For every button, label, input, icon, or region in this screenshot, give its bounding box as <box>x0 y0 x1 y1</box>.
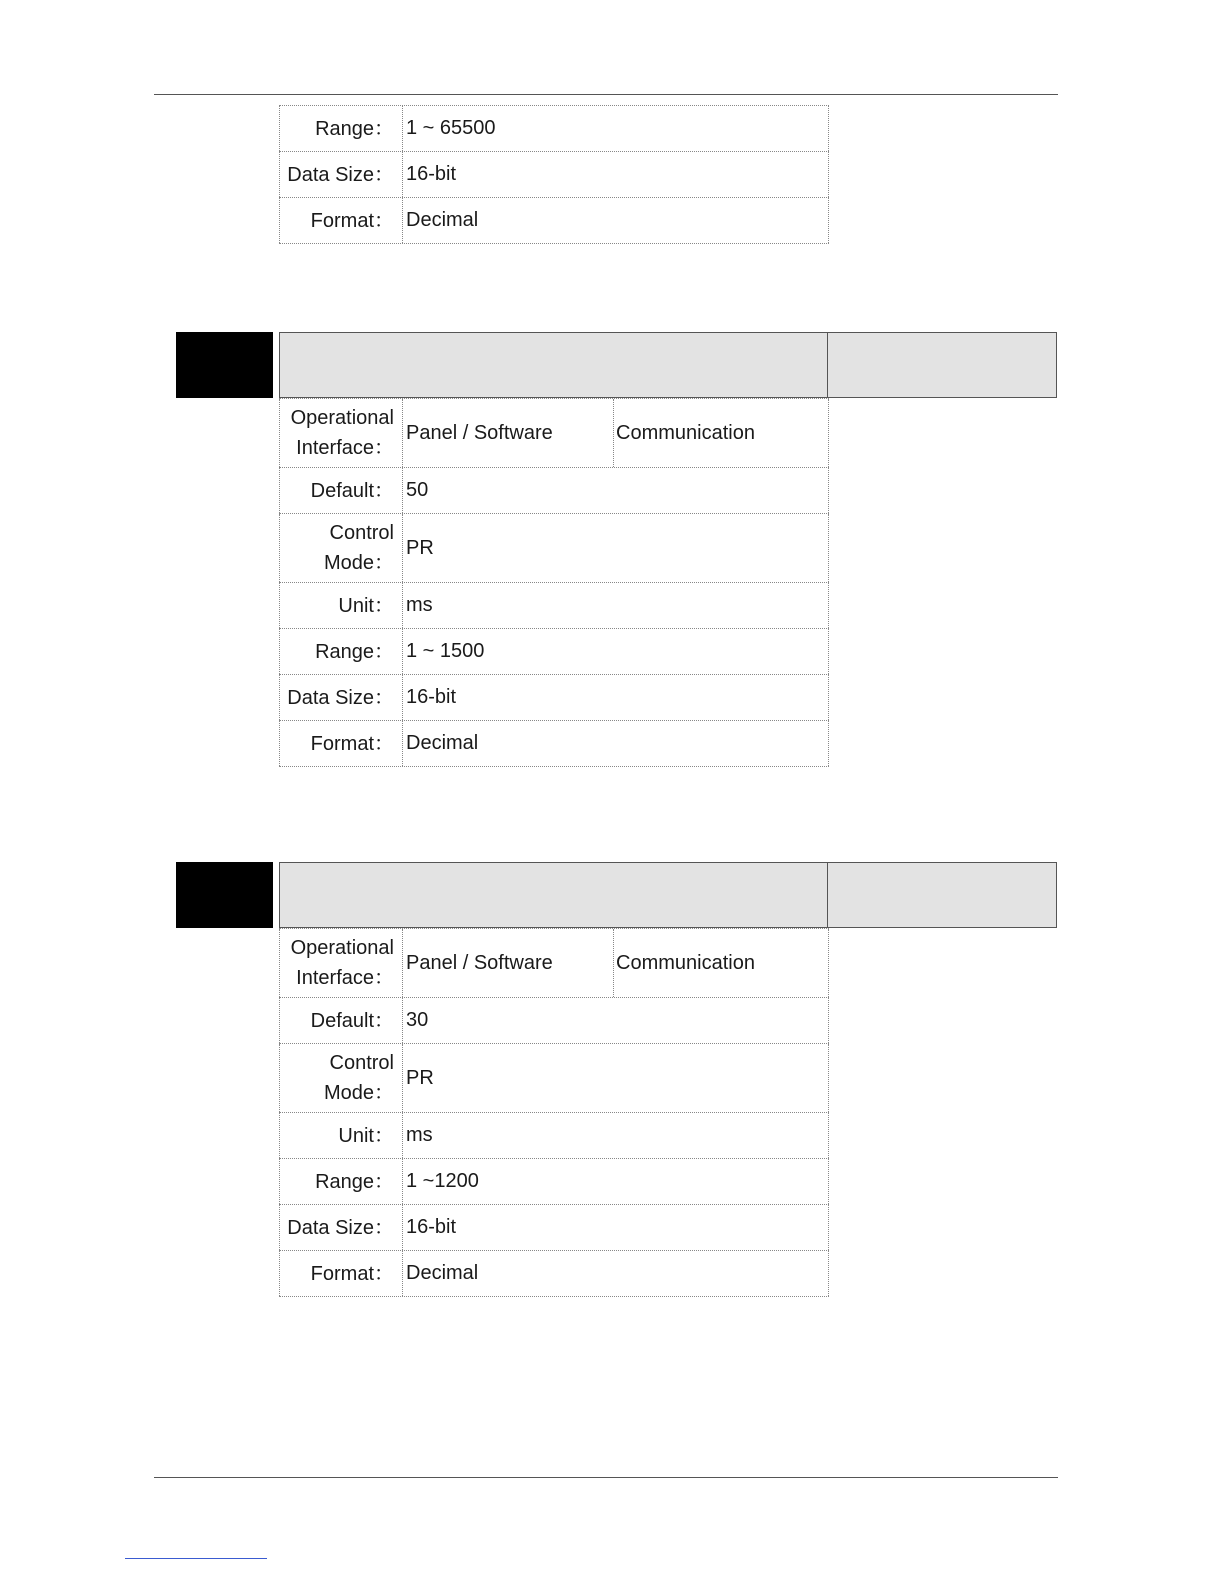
panel-software-cell: Panel / Software <box>403 929 614 997</box>
datasize-row <box>279 1205 829 1251</box>
control-mode-value: PR <box>403 514 829 582</box>
default-row <box>279 998 829 1044</box>
param-header-cell-1 <box>279 332 373 398</box>
control-mode-label-line2: Mode： <box>323 1082 394 1104</box>
param-table-2 <box>279 398 829 767</box>
range-value: 1 ~ 1500 <box>403 629 829 674</box>
param-header-cell-2 <box>372 332 828 398</box>
range-value: 1 ~ 65500 <box>403 106 829 151</box>
unit-row <box>279 1113 829 1159</box>
param-header-cell-3 <box>828 862 1057 928</box>
control-mode-row <box>279 1044 829 1113</box>
format-label: Format： <box>279 198 403 243</box>
control-mode-value: PR <box>403 1044 829 1112</box>
range-value: 1 ~1200 <box>403 1159 829 1204</box>
op-interface-value <box>403 399 829 467</box>
op-interface-row <box>279 928 829 998</box>
range-row <box>279 105 829 152</box>
op-interface-value <box>403 929 829 997</box>
datasize-row <box>279 675 829 721</box>
format-value: Decimal <box>403 198 829 243</box>
param-table-3 <box>279 928 829 1297</box>
param-header-cell-2 <box>372 862 828 928</box>
format-label: Format： <box>279 1251 403 1296</box>
op-interface-label-line2: Interface： <box>296 437 394 459</box>
range-row <box>279 629 829 675</box>
op-interface-row <box>279 398 829 468</box>
op-interface-label-line1: Operational <box>290 937 394 959</box>
datasize-label: Data Size： <box>279 675 403 720</box>
control-mode-label-line1: Control <box>329 522 394 544</box>
datasize-value: 16-bit <box>403 152 829 197</box>
format-label: Format： <box>279 721 403 766</box>
panel-software-cell: Panel / Software <box>403 399 614 467</box>
range-label: Range： <box>279 629 403 674</box>
op-interface-label-line2: Interface： <box>296 967 394 989</box>
control-mode-row <box>279 514 829 583</box>
param-code-box <box>176 862 273 928</box>
range-label: Range： <box>279 106 403 151</box>
format-value: Decimal <box>403 721 829 766</box>
datasize-value: 16-bit <box>403 675 829 720</box>
control-mode-label <box>279 514 403 582</box>
format-row <box>279 721 829 767</box>
communication-cell: Communication <box>616 951 755 974</box>
op-interface-label <box>279 399 403 467</box>
communication-cell: Communication <box>616 421 755 444</box>
op-interface-label <box>279 929 403 997</box>
control-mode-label-line1: Control <box>329 1052 394 1074</box>
default-value: 30 <box>403 998 829 1043</box>
param-header-2 <box>176 332 1058 398</box>
op-interface-label-line1: Operational <box>290 407 394 429</box>
datasize-label: Data Size： <box>279 152 403 197</box>
param-code-box <box>176 332 273 398</box>
param-header-cell-3 <box>828 332 1057 398</box>
datasize-row <box>279 152 829 198</box>
format-value: Decimal <box>403 1251 829 1296</box>
control-mode-label-line2: Mode： <box>323 552 394 574</box>
footer-link-underline[interactable] <box>125 1558 267 1559</box>
unit-value: ms <box>403 583 829 628</box>
header-rule <box>154 94 1058 95</box>
default-row <box>279 468 829 514</box>
unit-value: ms <box>403 1113 829 1158</box>
unit-label: Unit： <box>279 1113 403 1158</box>
param-header-3 <box>176 862 1058 928</box>
datasize-value: 16-bit <box>403 1205 829 1250</box>
param-table-1 <box>279 105 829 244</box>
default-label: Default： <box>279 468 403 513</box>
range-label: Range： <box>279 1159 403 1204</box>
default-value: 50 <box>403 468 829 513</box>
format-row <box>279 198 829 244</box>
unit-label: Unit： <box>279 583 403 628</box>
unit-row <box>279 583 829 629</box>
range-row <box>279 1159 829 1205</box>
default-label: Default： <box>279 998 403 1043</box>
footer-rule <box>154 1477 1058 1478</box>
param-header-cell-1 <box>279 862 373 928</box>
control-mode-label <box>279 1044 403 1112</box>
datasize-label: Data Size： <box>279 1205 403 1250</box>
format-row <box>279 1251 829 1297</box>
